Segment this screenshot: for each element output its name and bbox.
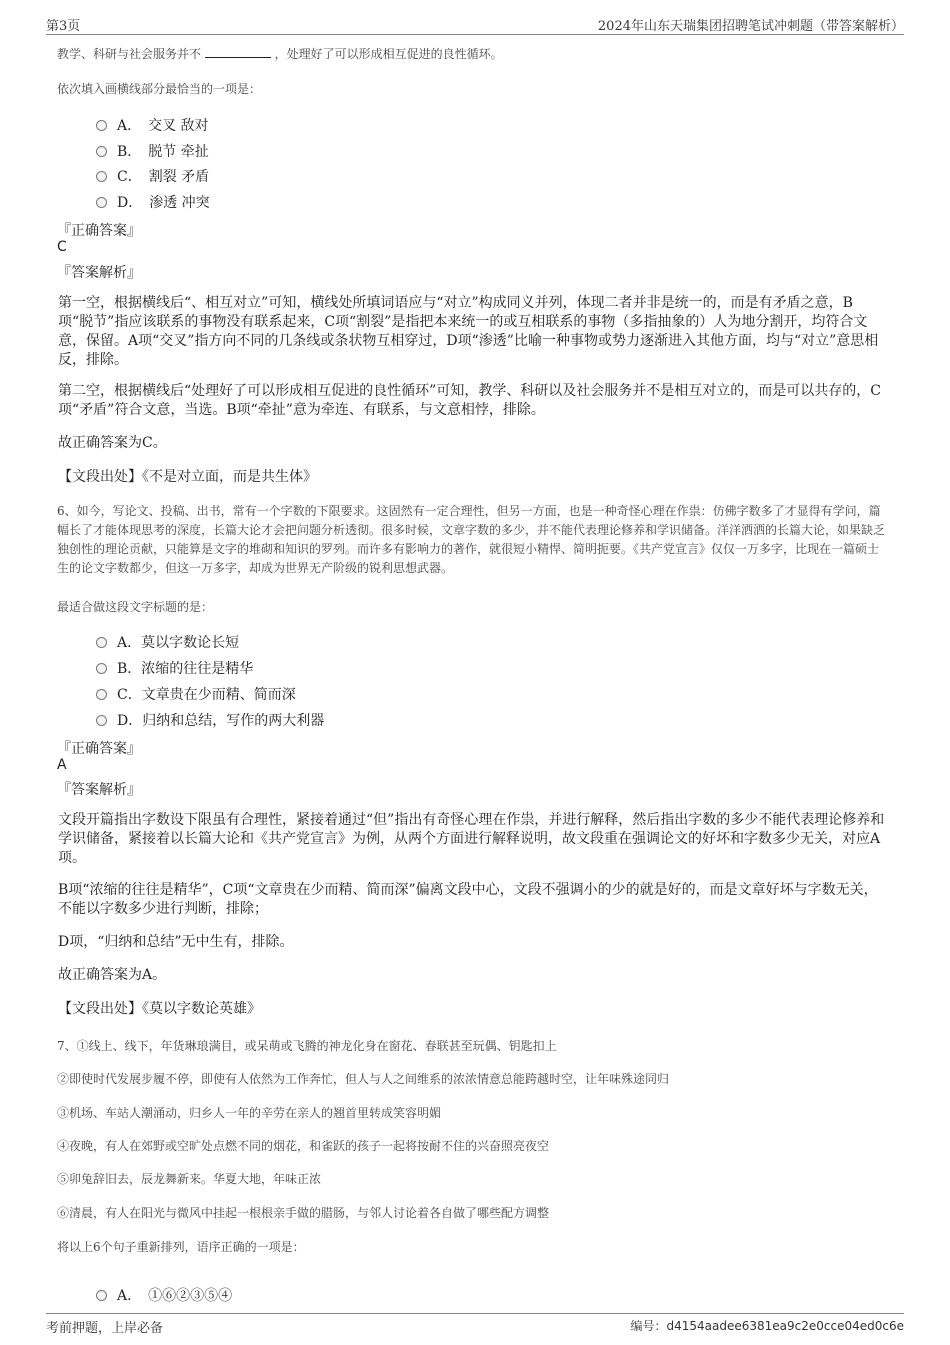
- sentence-item: ④夜晚，有人在郊野或空旷处点燃不同的烟花，和雀跃的孩子一起将按耐不住的兴奋照亮夜空: [57, 1139, 550, 1153]
- page-number: 第3页: [46, 19, 81, 34]
- analysis-paragraph: 第二空，根据横线后“处理好了可以形成相互促进的良性循环”可知，教学、科研以及社会服务并不是相互对立的，而是可以共存的，C项“矛盾”符合文意，当选。B项“牵扯”意为牵连、有联系，与文意相悖，排除。: [58, 383, 882, 418]
- option-b[interactable]: [96, 658, 253, 678]
- question-stem: [57, 45, 503, 62]
- option-a[interactable]: [96, 1285, 232, 1305]
- option-label: A． ①⑥②③⑤④: [117, 1288, 233, 1304]
- document-serial: 编号：d4154aadee6381ea9c2e0cce04ed0c6e: [630, 1319, 904, 1333]
- option-label: B． 脱节 牵扯: [117, 144, 209, 160]
- sentence-item: ②即使时代发展步履不停，即使有人依然为工作奔忙，但人与人之间维系的浓浓情意总能跨越时空，让年味殊途同归: [57, 1072, 670, 1086]
- option-a[interactable]: [96, 632, 239, 652]
- analysis-conclusion: 故正确答案为A。: [58, 967, 167, 983]
- option-label: A． 交叉 敌对: [117, 118, 209, 134]
- stem-before: 教学、科研与社会服务并不: [57, 47, 202, 61]
- radio-icon[interactable]: [96, 689, 107, 700]
- radio-icon[interactable]: [96, 663, 107, 674]
- radio-icon[interactable]: [96, 171, 107, 182]
- answer-label: 『正确答案』: [57, 223, 141, 239]
- option-c[interactable]: [96, 684, 296, 704]
- analysis-paragraph: B项“浓缩的往往是精华”，C项“文章贵在少而精、简而深”偏离文段中心，文段不强调小的少的就是好的，而是文章好坏与字数无关，不能以字数多少进行判断，排除；: [58, 882, 878, 917]
- sentence-item: ⑤卯兔辞旧去，辰龙舞新来。华夏大地，年味正浓: [57, 1172, 322, 1186]
- radio-icon[interactable]: [96, 197, 107, 208]
- stem-after: ，处理好了可以形成相互促进的良性循环。: [274, 47, 503, 61]
- footer-slogan: 考前押题，上岸必备: [46, 1321, 164, 1336]
- radio-icon[interactable]: [96, 637, 107, 648]
- radio-icon[interactable]: [96, 1290, 107, 1301]
- analysis-paragraph: 第一空，根据横线后“、相互对立”可知，横线处所填词语应与“对立”构成同义并列，体现二者并非是统一的，而是有矛盾之意，B项“脱节”指应该联系的事物没有联系起来，C项“割裂”是指把本来统一的或互相联系的事物（多指抽象的）人为地分割开，均符合文意，保留。A项“交叉”指方向不同的几条线或条状物互相穿过，D项“渗透”比喻一种事物或势力逐渐进入其他方面，均与“对立”意思相反，排除。: [58, 295, 879, 368]
- question-prompt: 依次填入画横线部分最恰当的一项是：: [57, 82, 262, 96]
- answer-value: A: [57, 757, 67, 773]
- radio-icon[interactable]: [96, 715, 107, 726]
- analysis-paragraph: D项，“归纳和总结”无中生有，排除。: [58, 934, 294, 950]
- fill-blank: [205, 45, 271, 58]
- question-prompt: 最适合做这段文字标题的是：: [57, 600, 214, 614]
- answer-value: C: [57, 239, 67, 255]
- analysis-label: 『答案解析』: [57, 782, 141, 798]
- page-footer: [46, 1313, 904, 1334]
- option-label: A．莫以字数论长短: [117, 635, 240, 651]
- option-label: B．浓缩的往往是精华: [117, 661, 254, 677]
- radio-icon[interactable]: [96, 120, 107, 131]
- source-citation: 【文段出处】《不是对立面，而是共生体》: [58, 469, 317, 485]
- sentence-item: ③机场、车站人潮涌动，归乡人一年的辛劳在亲人的翘首里转成笑容明媚: [57, 1106, 442, 1120]
- analysis-label: 『答案解析』: [57, 265, 141, 281]
- page-header: [46, 12, 904, 35]
- option-b[interactable]: [96, 141, 209, 161]
- option-a[interactable]: [96, 115, 209, 135]
- analysis-paragraph: 文段开篇指出字数设下限虽有合理性，紧接着通过“但”指出有奇怪心理在作祟，并进行解释，然后指出字数的多少不能代表理论修养和学识储备，紧接着以长篇大论和《共产党宣言》为例，从两个方面进行解释说明，故文段重在强调论文的好坏和字数多少无关，对应A项。: [58, 812, 885, 866]
- option-label: C．文章贵在少而精、简而深: [117, 687, 296, 703]
- option-label: D．归纳和总结，写作的两大利器: [117, 713, 325, 729]
- answer-label: 『正确答案』: [57, 741, 141, 757]
- option-d[interactable]: [96, 710, 324, 730]
- analysis-conclusion: 故正确答案为C。: [58, 435, 167, 451]
- option-d[interactable]: [96, 192, 210, 212]
- question-stem: 6、如今，写论文、投稿、出书，常有一个字数的下限要求。这固然有一定合理性，但另一方面，也是一种奇怪心理在作祟：仿佛字数多了才显得有学问，篇幅长了才能体现思考的深度，长篇大论才会把问题分析透彻。很多时候，文章字数的多少，并不能代表理论修养和学识储备。洋洋洒洒的长篇大论，如果缺乏独创性的理论贡献，只能算是文字的堆砌和知识的罗列。而许多有影响力的著作，就很短小精悍、简明扼要。《共产党宣言》仅仅一万多字，比现在一篇硕士生的论文字数都少，但这一万多字，却成为世界无产阶级的锐利思想武器。: [57, 504, 886, 575]
- option-label: C． 割裂 矛盾: [117, 169, 210, 185]
- question-prompt: 将以上6个句子重新排列，语序正确的一项是：: [57, 1240, 305, 1254]
- option-c[interactable]: [96, 166, 209, 186]
- sentence-item: ⑥清晨，有人在阳光与微风中挂起一根根亲手做的腊肠，与邻人讨论着各自做了哪些配方调整: [57, 1206, 550, 1220]
- sentence-item: 7、①线上、线下，年货琳琅满目，或呆萌或飞腾的神龙化身在窗花、春联甚至玩偶、钥匙扣上: [57, 1039, 557, 1053]
- option-label: D． 渗透 冲突: [117, 195, 210, 211]
- source-citation: 【文段出处】《莫以字数论英雄》: [58, 1001, 261, 1017]
- document-title: 2024年山东天瑞集团招聘笔试冲刺题（带答案解析）: [597, 19, 904, 34]
- radio-icon[interactable]: [96, 146, 107, 157]
